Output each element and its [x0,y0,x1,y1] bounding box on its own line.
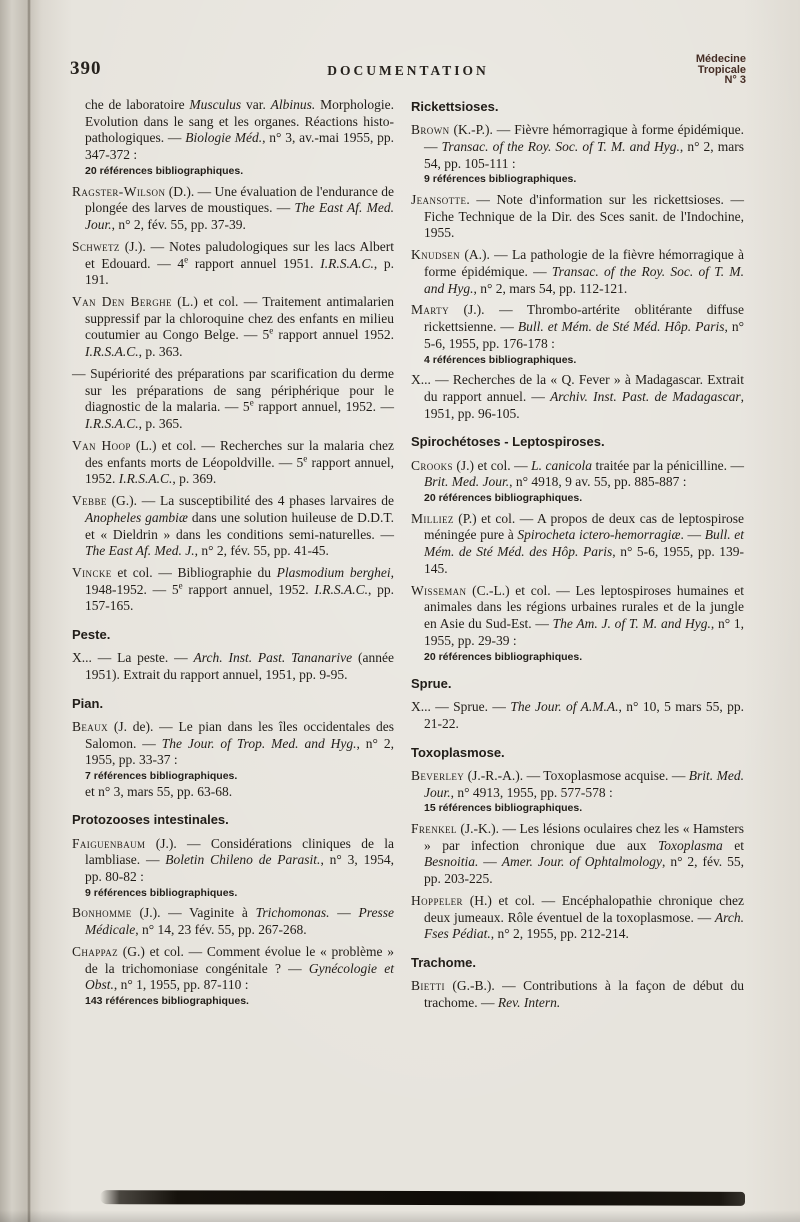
entry-text: , n° 4918, 9 av. 55, pp. 885-887 : [509,474,687,490]
entry-text: (J.-K.). — Les lésions oculaires chez les « Hamsters » par infection chronique due aux [424,820,744,853]
bibliography-entry [72,905,394,938]
entry-text: , p. 369. [172,471,217,487]
bibliography-entry [411,583,744,665]
bibliography-entry [411,699,744,732]
entry-text: (G.). — La susceptibilité des 4 phases larvaires de [106,493,394,509]
entry-text: (G.) et col. — Comment évolue le « problème » de la trichomoniase congénitale ? — [85,943,394,976]
entry-text: , p. 191. [85,255,395,288]
author-name: Chappaz [72,943,118,959]
bibliography-entry [72,836,394,901]
work-title: Archiv. Inst. Past. de Madagascar [550,388,741,404]
work-title: Transac. of the Roy. Soc. of T. M. and Hyg. [424,263,744,296]
reference-count: 9 références bibliographiques. [424,173,577,186]
section-heading: Pian. [72,695,104,711]
entry-text: (H.) et col. — Encéphalopathie chronique chez deux jumeaux. Rôle éventuel de la toxoplasmose. — [424,892,744,925]
entry-text: (A.). — La pathologie de la fièvre hémorragique à forme épidémique. — [424,247,744,279]
work-title: I.R.S.A.C. [85,416,139,432]
entry-text: , n° 1, 1955, pp. 87-110 : [113,977,249,993]
work-title: Rev. Intern. [497,994,561,1010]
entry-text: — [478,854,502,870]
work-title: Arch. Fses Pédiat. [424,909,744,942]
section-heading: Trachome. [411,955,477,971]
right-column [411,97,744,1017]
entry-text: , n° 2, fév. 55, pp. 41-45. [194,543,329,559]
bibliography-entry [72,184,394,234]
work-title: The East Af. Med. Jour. [85,200,394,233]
work-title: Trichomonas. [255,905,330,921]
entry-text: . — [680,527,705,543]
work-title: Plasmodium berghei [276,565,391,580]
author-name: Schwetz [72,238,120,254]
work-title: Amer. Jour. of Ophtalmology [501,854,663,870]
entry-text: (P.) et col. — A propos de deux cas de leptospirose méningée pure à [424,510,744,543]
entry-text: , n° 5-6, 1955, pp. 176-178 : [424,319,744,351]
page-title: DOCUMENTATION [327,63,489,78]
section-heading: Toxoplasmose. [411,744,505,760]
bibliography-entry [411,458,744,506]
entry-text: , n° 14, 23 fév. 55, pp. 267-268. [135,922,307,938]
bibliography-entry [411,247,744,297]
author-name: Ragster-Wilson [72,183,166,199]
bibliography-entry [72,366,394,433]
entry-text: dans une solution huileuse de D.D.T. et « Dieldrin » dans les conditions semi-naturelles. — [85,509,395,542]
work-title: The Am. J. of T. M. and Hyg. [552,616,711,632]
entry-text: et [722,837,744,853]
ordinal-superscript: e [249,397,254,408]
entry-text: (J.) et col. — [452,457,532,473]
ordinal-superscript: e [184,254,189,265]
entry-text: , p. 363. [138,344,183,360]
entry-text: et n° 3, mars 55, pp. 63-68. [85,783,233,799]
page-number: 390 [70,58,102,79]
entry-text: (L.) et col. — Recherches sur la malaria chez des enfants morts de Léopoldville. — 5 [85,437,394,470]
author-name: Marty [411,302,449,318]
bibliography-entry [411,511,744,578]
reference-count: 7 références bibliographiques. [85,770,238,783]
bibliography-entry [72,438,394,488]
author-name: Van Hoop [72,437,131,453]
author-name: Milliez [411,510,454,526]
bibliography-entry [72,944,394,1009]
entry-text: Morphologie. Evolution dans le sang et les organes. Réactions histo-pathologiques. — [85,97,394,146]
work-title: Brit. Med. Jour. [424,474,510,490]
entry-text: , n° 2, mars 54, pp. 112-121. [473,280,628,296]
bibliography-entry [411,768,744,816]
entry-text: , n° 2, fév. 55, pp. 203-225. [424,854,744,887]
section-heading: Rickettsioses. [411,99,499,114]
entry-text: X... — Recherches de la « Q. Fever » à Madagascar. Extrait du rapport annuel. — [411,372,744,404]
author-name: Jeansotte [411,191,467,207]
entry-text: var. [241,97,271,112]
entry-text: , n° 2, mars 54, pp. 105-111 : [424,138,745,171]
work-title: Musculus [189,97,242,112]
scan-artifact-bar [100,1190,745,1206]
journal-masthead [696,54,746,86]
entry-text: (J.). — Notes paludologiques sur les lacs Albert et Edouard. — 4 [85,238,394,271]
entry-text: rapport annuel 1952. [273,327,395,343]
entry-text: rapport annuel, 1952. [182,581,315,597]
work-title: I.R.S.A.C. [85,344,139,360]
author-name: Hoppeler [411,892,463,908]
section-heading: Spirochétoses - Leptospiroses. [411,434,605,450]
author-name: Bonhomme [72,905,132,921]
bibliography-entry [411,893,744,943]
left-column [72,97,394,1017]
reference-count: 15 références bibliographiques. [424,802,583,815]
work-title: Transac. of the Roy. Soc. of T. M. and Hyg. [441,138,680,154]
work-title: Presse Médicale [85,905,395,938]
work-title: I.R.S.A.C. [320,255,374,271]
masthead-line: Médecine [695,53,746,65]
section-heading: Protozooses intestinales. [72,812,229,828]
work-title: Boletin Chileno de Parasit. [165,852,321,868]
bibliography-entry [411,192,744,242]
entry-text: (J. de). — Le pian dans les îles occidentales des Salomon. — [85,718,394,751]
reference-count: 143 références bibliographiques. [85,995,249,1008]
bibliography-entry [72,719,394,801]
masthead-line: Tropicale [697,63,746,76]
section-heading: Peste. [72,627,111,643]
bibliography-entry [411,821,744,888]
bibliography-entry [411,122,744,187]
author-name: Beverley [411,767,465,783]
entry-text: , pp. 157-165. [85,581,395,614]
entry-text: (J.-R.-A.). — Toxoplasmose acquise. — [464,767,689,783]
entry-text: , n° 5-6, 1955, pp. 139-145. [424,544,745,576]
bibliography-entry [72,493,394,560]
author-name: Knudsen [411,247,461,263]
entry-text: (L.) et col. — Traitement antimalarien suppressif par la chloroquine chez des enfants en milieu coutumier au Congo Belge. — 5 [85,293,394,343]
author-name: Van Den Berghe [72,293,172,309]
work-title: Brit. Med. Jour. [424,767,744,800]
ordinal-superscript: e [269,325,274,336]
entry-text: rapport annuel, 1952. — [253,399,394,415]
entry-text: , n° 4913, 1955, pp. 577-578 : [450,784,613,800]
bibliography-entry [411,372,744,422]
work-title: The Jour. of Trop. Med. and Hyg. [161,735,357,751]
reference-count: 20 références bibliographiques. [85,164,244,177]
work-title: Toxoplasma [657,837,723,853]
entry-text: , n° 2, 1955, pp. 212-214. [490,926,629,942]
ordinal-superscript: e [178,580,183,591]
entry-text: rapport annuel 1951. [188,255,321,271]
entry-text: (J.). — Vaginite à [131,905,256,921]
author-name: Faiguenbaum [72,835,146,851]
entry-text: (C.-L.) et col. — Les leptospiroses humaines et animales dans les régions urbaines rurales et de la jungle en Asie du Sud-Est. — [424,582,744,632]
work-title: Gynécologie et Obst. [85,960,394,993]
page-header [70,54,746,94]
entry-text: , n° 2, fév. 55, pp. 37-39. [111,217,246,233]
work-title: Anopheles gambiæ [85,509,188,525]
bibliography-entry [72,97,394,179]
entry-text: , n° 2, 1955, pp. 33-37 : [85,735,394,768]
entry-text: X... — Sprue. — [411,699,511,715]
page-fold-artifact [27,0,31,1222]
author-name: Vebbe [72,493,107,509]
reference-count: 20 références bibliographiques. [424,491,583,504]
author-name: Brown [411,122,450,138]
bibliography-entry [72,650,394,683]
work-title: Besnoitia. [424,854,479,870]
entry-text: , 1948-1952. — 5 [85,565,394,597]
entry-text: (G.-B.). — Contributions à la façon de début du trachome. — [424,978,744,1010]
entry-text: (D.). — Une évaluation de l'endurance de plongée des larves de moustiques. — [85,183,394,216]
text-columns [72,97,744,1017]
author-name: Beaux [72,718,109,734]
entry-text: — [329,905,359,921]
reference-count: 20 références bibliographiques. [424,650,583,663]
author-name: Bietti [411,978,445,994]
work-title: Bull. et Mém. de Sté Méd. des Hôp. Paris [424,527,744,560]
work-title: Bull. et Mém. de Sté Méd. Hôp. Paris [517,319,725,335]
bibliography-entry [72,294,394,361]
entry-text: (J.). — Considérations cliniques de la lambliase. — [85,835,394,868]
entry-text: et col. — Bibliographie du [111,565,277,580]
work-title: I.R.S.A.C. [314,581,369,597]
reference-count: 4 références bibliographiques. [424,353,577,366]
entry-text: , n° 3, 1954, pp. 80-82 : [85,852,394,885]
work-title: The Jour. of A.M.A. [510,699,619,715]
author-name: Wisseman [411,582,467,598]
ordinal-superscript: e [303,453,308,464]
work-title: L. canicola [531,457,592,473]
entry-text: , n° 1, 1955, pp. 29-39 : [424,616,744,648]
work-title: Albinus. [270,97,316,112]
entry-text: traitée par la pénicilline. — [592,457,745,473]
bibliography-entry [411,302,744,367]
work-title: Biologie Méd. [185,130,263,146]
work-title: I.R.S.A.C. [118,471,173,487]
entry-text: — Supériorité des préparations par scarification du derme sur les préparations de sang périphérique pour le diagnostic de la malaria. — 5 [72,365,394,415]
bibliography-entry [411,978,744,1011]
section-heading: Sprue. [411,676,452,692]
entry-text: rapport annuel, 1952. [85,454,394,487]
work-title: Arch. Inst. Past. Tananarive [193,650,353,666]
author-name: Vincke [72,565,112,580]
masthead-line: N° 3 [724,74,746,86]
entry-text: , p. 365. [138,416,183,432]
bibliography-entry [72,239,394,289]
entry-text: , n° 10, 5 mars 55, pp. 21-22. [424,699,745,731]
reference-count: 9 références bibliographiques. [85,886,238,899]
entry-text: (année 1951). Extrait du rapport annuel, 1951, pp. 9-95. [85,650,394,683]
entry-text: (K.-P.). — Fièvre hémorragique à forme épidémique. — [424,122,744,154]
entry-text: , 1951, pp. 96-105. [424,388,744,421]
work-title: Spirocheta ictero-hemorragiæ [517,527,681,543]
entry-text: X... — La peste. — [72,650,194,666]
entry-text: che de laboratoire [85,97,190,112]
entry-text: , n° 3, av.-mai 1955, pp. 347-372 : [85,130,394,163]
entry-text: (J.). — Thrombo-artérite oblitérante diffuse rickettsienne. — [424,302,744,335]
author-name: Frenkel [411,820,457,836]
author-name: Crooks [411,457,453,473]
bibliography-entry [72,565,394,615]
entry-text: . — Note d'information sur les rickettsioses. — Fiche Technique de la Dir. des Sces sanit. de l'Indochine, 1955. [424,191,744,241]
work-title: The East Af. Med. J. [85,543,195,559]
